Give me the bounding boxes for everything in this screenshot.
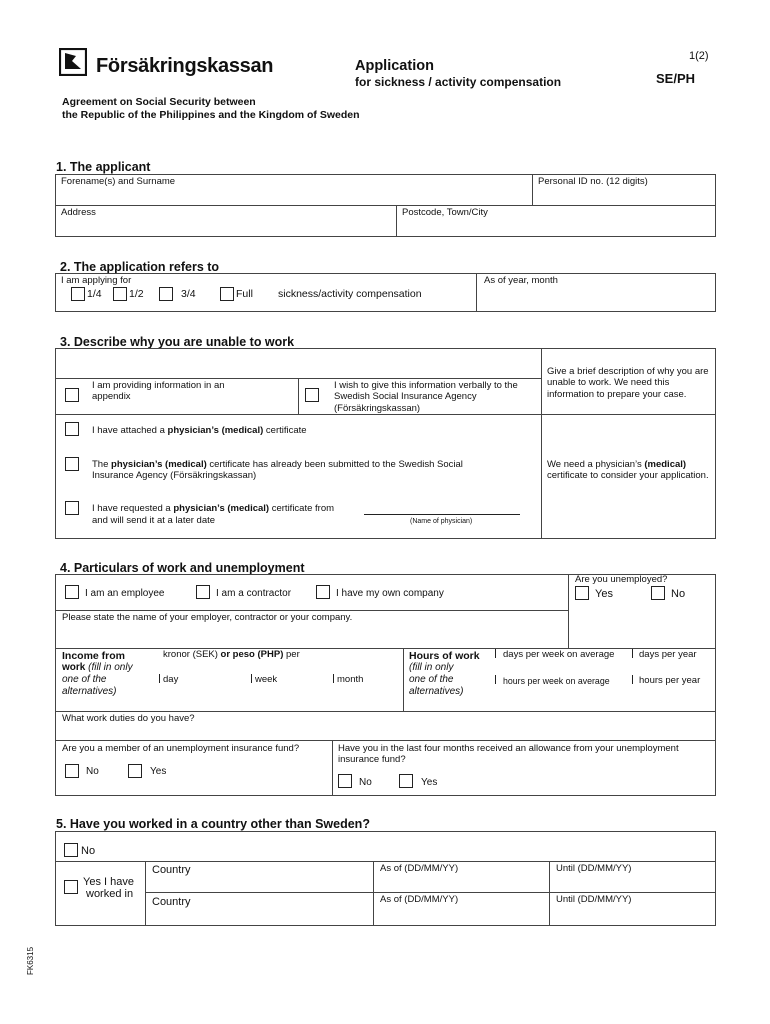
country-field-1[interactable] bbox=[146, 877, 372, 891]
other-country-no-checkbox[interactable] bbox=[64, 843, 78, 857]
country-label-2: Country bbox=[152, 896, 191, 908]
as-of-label-2: As of (DD/MM/YY) bbox=[380, 894, 459, 905]
attached-certificate-label: I have attached a physician’s (medical) certificate bbox=[92, 425, 307, 436]
as-of-label-1: As of (DD/MM/YY) bbox=[380, 863, 459, 874]
income-alt-2: alternatives) bbox=[62, 686, 117, 697]
hours-fill-3: alternatives) bbox=[409, 686, 464, 697]
per-month-label: month bbox=[337, 674, 364, 685]
attached-certificate-checkbox[interactable] bbox=[65, 422, 79, 436]
fund-no-label: No bbox=[86, 766, 99, 777]
employer-name-label: Please state the name of your employer, contractor or your company. bbox=[62, 612, 353, 623]
personal-id-label: Personal ID no. (12 digits) bbox=[538, 176, 648, 187]
other-country-yes-label-1: Yes I have bbox=[83, 876, 134, 888]
as-of-field-2[interactable] bbox=[374, 909, 548, 925]
days-week-label: days per week on average bbox=[503, 649, 615, 660]
verbal-label: I wish to give this information verbally to the Swedish Social Insurance Agency (Försäkringskassan) bbox=[334, 380, 518, 414]
other-country-no-label: No bbox=[81, 845, 96, 857]
section-4-title: 4. Particulars of work and unemployment bbox=[60, 561, 305, 575]
half-checkbox[interactable] bbox=[113, 287, 127, 301]
other-country-yes-checkbox[interactable] bbox=[64, 880, 78, 894]
allowance-yes-label: Yes bbox=[421, 777, 438, 788]
duties-field[interactable] bbox=[56, 726, 715, 739]
verbal-checkbox[interactable] bbox=[305, 388, 319, 402]
until-field-1[interactable] bbox=[550, 877, 715, 891]
as-of-year-month-field[interactable] bbox=[477, 288, 715, 311]
until-label-1: Until (DD/MM/YY) bbox=[556, 863, 632, 874]
allowance-no-label: No bbox=[359, 777, 372, 788]
side-note-certificate: We need a physician’s (medical) certificate to consider your application. bbox=[547, 459, 709, 482]
agreement-line-1: Agreement on Social Security between bbox=[62, 96, 256, 108]
submitted-certificate-checkbox[interactable] bbox=[65, 457, 79, 471]
unemployed-yes-checkbox[interactable] bbox=[575, 586, 589, 600]
unemployed-no-label: No bbox=[671, 588, 686, 600]
employee-label: I am an employee bbox=[85, 588, 165, 599]
unemployed-question: Are you unemployed? bbox=[575, 574, 668, 585]
postcode-label: Postcode, Town/City bbox=[402, 207, 488, 218]
fund-yes-label: Yes bbox=[150, 766, 167, 777]
requested-certificate-label: I have requested a physician’s (medical) certificate from bbox=[92, 503, 335, 514]
agency-name: Försäkringskassan bbox=[96, 55, 274, 77]
form-code: SE/PH bbox=[656, 71, 696, 86]
quarter-label: 1/4 bbox=[87, 288, 102, 300]
description-field[interactable] bbox=[56, 349, 540, 377]
section-3-title: 3. Describe why you are unable to work bbox=[60, 335, 295, 349]
as-of-field-1[interactable] bbox=[374, 877, 548, 891]
applying-for-label: I am applying for bbox=[61, 275, 132, 286]
form-id: FK6315 bbox=[26, 946, 35, 975]
income-alt-1: one of the bbox=[62, 674, 107, 685]
compensation-label: sickness/activity compensation bbox=[278, 288, 422, 300]
agreement-line-2: the Republic of the Philippines and the Kingdom of Sweden bbox=[62, 109, 360, 121]
physician-name-line[interactable] bbox=[364, 514, 520, 515]
until-label-2: Until (DD/MM/YY) bbox=[556, 894, 632, 905]
own-company-label: I have my own company bbox=[336, 588, 444, 599]
address-field[interactable] bbox=[56, 220, 395, 236]
days-year-label: days per year bbox=[639, 649, 697, 660]
three-quarter-label: 3/4 bbox=[181, 288, 196, 300]
address-label: Address bbox=[61, 207, 96, 218]
contractor-checkbox[interactable] bbox=[196, 585, 210, 599]
hours-fill-2: one of the bbox=[409, 674, 454, 685]
page-number: 1(2) bbox=[689, 50, 709, 62]
appendix-checkbox[interactable] bbox=[65, 388, 79, 402]
fund-no-checkbox[interactable] bbox=[65, 764, 79, 778]
other-country-yes-label-2: worked in bbox=[86, 888, 134, 900]
half-label: 1/2 bbox=[129, 288, 144, 300]
appendix-label: I am providing information in an appendix bbox=[92, 380, 225, 403]
submitted-certificate-label: The physician’s (medical) certificate has already been submitted to the Swedish Social Insurance Agency (Försäkringskassan) bbox=[92, 459, 463, 482]
agency-logo-icon bbox=[59, 48, 87, 76]
country-label-1: Country bbox=[152, 864, 191, 876]
three-quarter-checkbox[interactable] bbox=[159, 287, 173, 301]
name-field-label: Forename(s) and Surname bbox=[61, 176, 176, 187]
hours-year-label: hours per year bbox=[639, 675, 701, 686]
employee-checkbox[interactable] bbox=[65, 585, 79, 599]
allowance-question: Have you in the last four months received an allowance from your unemployment insurance fund? bbox=[338, 743, 679, 766]
allowance-no-checkbox[interactable] bbox=[338, 774, 352, 788]
requested-certificate-label-2: and will send it at a later date bbox=[92, 515, 216, 526]
section-1-title: 1. The applicant bbox=[56, 160, 151, 174]
full-checkbox[interactable] bbox=[220, 287, 234, 301]
side-note-description: Give a brief description of why you are unable to work. We need this information to prepare your case. bbox=[547, 366, 709, 400]
currency-label: kronor (SEK) or peso (PHP) per bbox=[163, 649, 300, 660]
section-2-title: 2. The application refers to bbox=[60, 260, 220, 274]
employer-name-field[interactable] bbox=[56, 625, 567, 647]
unemployed-yes-label: Yes bbox=[595, 588, 613, 600]
duties-label: What work duties do you have? bbox=[62, 713, 195, 724]
as-of-year-month-label: As of year, month bbox=[484, 275, 558, 286]
personal-id-field[interactable] bbox=[533, 189, 715, 204]
postcode-field[interactable] bbox=[397, 220, 715, 236]
unemployed-no-checkbox[interactable] bbox=[651, 586, 665, 600]
physician-name-caption: (Name of physician) bbox=[410, 518, 473, 525]
requested-certificate-checkbox[interactable] bbox=[65, 501, 79, 515]
income-title: Income from bbox=[62, 650, 126, 662]
form-subtitle: for sickness / activity compensation bbox=[355, 75, 562, 89]
fund-question: Are you a member of an unemployment insurance fund? bbox=[62, 743, 300, 754]
fund-yes-checkbox[interactable] bbox=[128, 764, 142, 778]
hours-title: Hours of work bbox=[409, 650, 480, 662]
until-field-2[interactable] bbox=[550, 909, 715, 925]
per-week-label: week bbox=[255, 674, 278, 685]
country-field-2[interactable] bbox=[146, 909, 372, 925]
section-5-title: 5. Have you worked in a country other than Sweden? bbox=[56, 817, 370, 831]
full-label: Full bbox=[236, 288, 253, 300]
income-title-2: work (fill in only bbox=[62, 662, 133, 673]
hours-fill-1: (fill in only bbox=[409, 662, 454, 673]
form-title: Application bbox=[355, 58, 434, 74]
contractor-label: I am a contractor bbox=[216, 588, 292, 599]
allowance-yes-checkbox[interactable] bbox=[399, 774, 413, 788]
name-field[interactable] bbox=[56, 189, 531, 204]
hours-week-label: hours per week on average bbox=[503, 676, 610, 686]
own-company-checkbox[interactable] bbox=[316, 585, 330, 599]
quarter-checkbox[interactable] bbox=[71, 287, 85, 301]
per-day-label: day bbox=[163, 674, 179, 685]
